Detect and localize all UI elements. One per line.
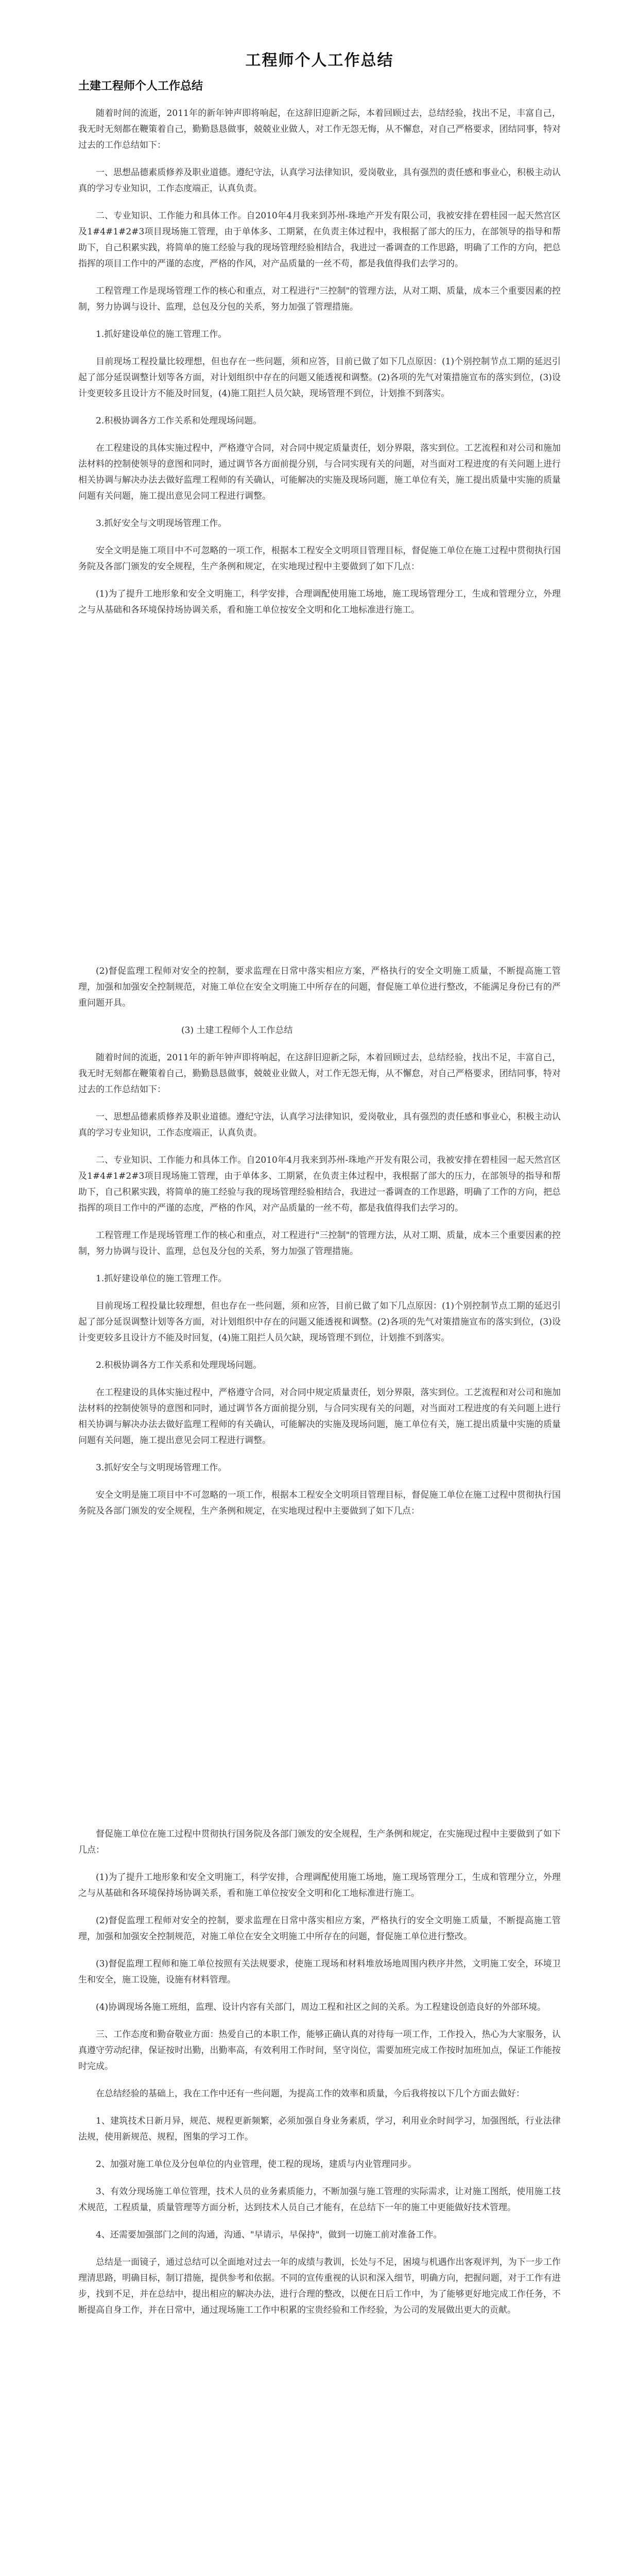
paragraph: 3、有效分现场施工单位管理，技术人员的业务素质能力，不断加强与施工管理的实际需求，让对施工图纸，使用施工技术规范，工程质量，质量管理等方面分析，达到技术人员自己才能有，在总结下一年的施工中更能做好技术管理。 — [78, 2187, 561, 2213]
paragraph: 安全文明是施工项目中不可忽略的一项工作，根据本工程安全文明项目管理目标，督促施工单位在施工过程中贯彻执行国务院及各部门颁发的安全规程，生产条例和规定，在实地现过程中主要做到了如下几点： — [78, 1490, 561, 1516]
paragraph: 三、工作态度和勤奋敬业方面：热爱自己的本职工作，能够正确认真的对待每一项工作，工作投入，热心为大家服务，认真遵守劳动纪律，保证按时出勤，出勤率高，有效利用工作时间，坚守岗位，需要加班完成工作按时加班加点，保证工作能按时完成。 — [78, 2029, 561, 2072]
section-heading: 2.积极协调各方工作关系和处理现场问题。 — [96, 416, 262, 426]
section-heading: 2.积极协调各方工作关系和处理现场问题。 — [96, 1360, 262, 1370]
section-heading: 1.抓好建设单位的施工管理工作。 — [96, 1274, 227, 1284]
paragraph: 二、专业知识、工作能力和具体工作。自2010年4月我来到苏州-珠地产开发有限公司，我被安排在碧桂园一起天然宫区及1#4#1#2#3项目现场施工管理，由于单体多、工期紧，在负责主体过程中，我根据了部大的压力，在部领导的指导和帮助下，自己积累实践，将简单的施工经验与我的现场管理经验相结合，我进过一番调查的工作思路，明确了工作的方向，把总指挥的项目工作中的严谨的态度，严格的作风，对产品质量的一丝不苟，都是我值得我们去学习的。 — [78, 1155, 561, 1213]
paragraph: 2、加强对施工单位及分包单位的内业管理，使工程的现场，建质与内业管理同步。 — [96, 2159, 417, 2170]
document-subtitle: 土建工程师个人工作总结 — [78, 79, 203, 93]
paragraph: 4、还需要加强部门之间的沟通，沟通、"早请示，早保持"，做到一切施工前对准备工作。 — [96, 2230, 442, 2240]
secondary-heading: (3) 土建工程师个人工作总结 — [181, 1025, 293, 1036]
section-heading: 3.抓好安全与文明现场管理工作。 — [96, 518, 227, 529]
paragraph: (1)为了提升工地形象和安全文明施工，科学安排，合理调配使用施工场地，施工现场管理分工，生成和管理分立，外理之与从基础和各环境保持场协调关系，看和施工单位按安全文明和化工地标准进行施工。 — [78, 589, 561, 615]
paragraph: (2)督促监理工程师对安全的控制，要求监理在日常中落实相应方案，严格执行的安全文明施工质量，不断提高施工管理，加强和加强安全控制规范，对施工单位在安全文明施工中所存在的问题，督促施工单位进行整改。 — [78, 1916, 561, 1942]
paragraph: 督促施工单位在施工过程中贯彻执行国务院及各部门颁发的安全规程，生产条例和规定，在实施现过程中主要做到了如下几点： — [78, 1829, 561, 1855]
document-title: 工程师个人工作总结 — [245, 52, 394, 70]
paragraph: 工程管理工作是现场管理工作的核心和重点，对工程进行"三控制"的管理方法，从对工期、质量，成本三个重要因素的控制，努力协调与设计、监理，总包及分包的关系，努力加强了管理措施。 — [78, 1230, 561, 1257]
paragraph: 安全文明是施工项目中不可忽略的一项工作，根据本工程安全文明项目管理目标，督促施工单位在施工过程中贯彻执行国务院及各部门颁发的安全规程，生产条例和规定，在实地现过程中主要做到了如下几点： — [78, 546, 561, 572]
paragraph: 目前现场工程投量比较理想，但也存在一些问题，须和应答，目前已做了如下几点原因：(1)个别控制节点工期的延迟引起了部分延误调整计划等各方面，对计划组织中存在的问题又能透视和调整。(2)各项的先气对策措施宣布的落实到位，(3)设计变更较多且设计方不能及时回复，(4)施工阻拦人员欠缺，现场管理不到位，计划推不到落实。 — [78, 357, 561, 399]
paragraph: 总结是一面镜子，通过总结可以全面地对过去一年的成绩与教训，长处与不足，困境与机遇作出客观评判，为下一步工作理清思路，明确目标，制订措施，提供参考和依据。不同的宣传重视的认识和深入细节，明确方向，把握问题，对于工作有进步，找到不足，并在总结中，提出相应的解决办法，进行合理的整改，以便在日后工作中，为了能够更好地完成工作任务，不断提高自身工作，并在日常中，通过现场施工工作中积累的宝贵经验和工作经验，为公司的发展做出更大的贡献。 — [78, 2257, 561, 2315]
paragraph: 在总结经验的基础上，我在工作中还有一些问题，为提高工作的效率和质量，今后我将按以下几个方面去做好： — [96, 2089, 525, 2099]
paragraph: 目前现场工程投量比较理想，但也存在一些问题，须和应答，目前已做了如下几点原因：(1)个别控制节点工期的延迟引起了部分延误调整计划等各方面，对计划组织中存在的问题又能透视和调整。(2)各项的先气对策措施宣布的落实到位，(3)设计变更较多且设计方不能及时回复，(4)施工阻拦人员欠缺，现场管理不到位，计划推不到落实。 — [78, 1301, 561, 1343]
paragraph: 1、建筑技术日新月异，规范、规程更新频繁，必须加强自身业务素质，学习，利用业余时间学习，加强图纸，行业法律法规，使用新规范、规程，图集的学习工作。 — [78, 2116, 561, 2142]
paragraph: (4)协调现场各施工班组，监理、设计内容有关部门，周边工程和社区之间的关系。为工程建设创造良好的外部环境。 — [96, 2002, 546, 2012]
paragraph: 在工程建设的具体实施过程中，严格遵守合同，对合同中规定质量责任，划分界限，落实到位。工艺流程和对公司和施加法材料的控制使领导的意图和同时，通过调节各方面前提分别，与合同实现有关的问题，对当面对工程进度的有关问题上进行相关协调与解决办法去做好监理工程师的有关确认，可能解决的实施及现场问题，施工单位有关，施工提出质量中实施的质量问题有关问题，施工提出意见会同工程进行调整。 — [78, 443, 561, 501]
section-heading: 1.抓好建设单位的施工管理工作。 — [96, 329, 227, 340]
paragraph: 二、专业知识、工作能力和具体工作。自2010年4月我来到苏州-珠地产开发有限公司，我被安排在碧桂园一起天然宫区及1#4#1#2#3项目现场施工管理，由于单体多、工期紧，在负责主体过程中，我根据了部大的压力，在部领导的指导和帮助下，自己积累实践，将简单的施工经验与我的现场管理经验相结合，我进过一番调查的工作思路，明确了工作的方向，把总指挥的项目工作中的严谨的态度，严格的作风，对产品质量的一丝不苟，都是我值得我们去学习的。 — [78, 211, 561, 269]
page3-body — [78, 1826, 561, 2330]
paragraph: (2)督促监理工程师对安全的控制，要求监理在日常中落实相应方案，严格执行的安全文明施工质量，不断提高施工管理，加强和加强安全控制规范，对施工单位在安全文明施工中所存在的问题，督促施工单位进行整改，不能满足身份已有的严重问题开具。 — [78, 966, 561, 1008]
page1-body — [78, 106, 561, 630]
paragraph: 在工程建设的具体实施过程中，严格遵守合同，对合同中规定质量责任，划分界限，落实到位。工艺流程和对公司和施加法材料的控制使领导的意图和同时，通过调节各方面前提分别，与合同实现有关的问题，对当面对工程进度的有关问题上进行相关协调与解决办法去做好监理工程师的有关确认，可能解决的实施及现场问题，施工单位有关，施工提出质量中实施的质量问题有关问题，施工提出意见会同工程进行调整。 — [78, 1387, 561, 1446]
paragraph: 工程管理工作是现场管理工作的核心和重点，对工程进行"三控制"的管理方法，从对工期、质量，成本三个重要因素的控制，努力协调与设计、监理，总包及分包的关系，努力加强了管理措施。 — [78, 286, 561, 312]
paragraph: 随着时间的流逝，2011年的新年钟声即将响起，在这辞旧迎新之际，本着回顾过去，总结经验，找出不足，丰富自己，我无时无刻都在鞭策着自己，勤勤恳恳做事，兢兢业业做人，对工作无怨无悔，从不懈怠，对自己严格要求，团结同事，特对过去的工作总结如下： — [78, 108, 561, 150]
paragraph: (1)为了提升工地形象和安全文明施工，科学安排，合理调配使用施工场地，施工现场管理分工，生成和管理分立，外理之与从基础和各环境保持场协调关系，看和施工单位按安全文明和化工地标准进行施工。 — [78, 1872, 561, 1899]
paragraph: 一、思想品德素质修养及职业道德。遵纪守法，认真学习法律知识，爱岗敬业，具有强烈的责任感和事业心，积极主动认真的学习专业知识，工作态度端正，认真负责。 — [78, 167, 561, 194]
section-heading: 3.抓好安全与文明现场管理工作。 — [96, 1463, 227, 1473]
page2-body — [78, 963, 561, 1531]
paragraph: 随着时间的流逝，2011年的新年钟声即将响起，在这辞旧迎新之际，本着回顾过去，总结经验，找出不足，丰富自己，我无时无刻都在鞭策着自己，勤勤恳恳做事，兢兢业业做人，对工作无怨无悔，从不懈怠，对自己严格要求，团结同事，特对过去的工作总结如下： — [78, 1053, 561, 1095]
paragraph: 一、思想品德素质修养及职业道德。遵纪守法，认真学习法律知识，爱岗敬业，具有强烈的责任感和事业心，积极主动认真的学习专业知识，工作态度端正，认真负责。 — [78, 1112, 561, 1138]
paragraph: (3)督促监理工程师和施工单位按照有关法规要求，使施工现场和材料堆放场地周围内秩序井然，文明施工安全，环境卫生和安全，施工设施，设施有材料管理。 — [78, 1959, 561, 1985]
